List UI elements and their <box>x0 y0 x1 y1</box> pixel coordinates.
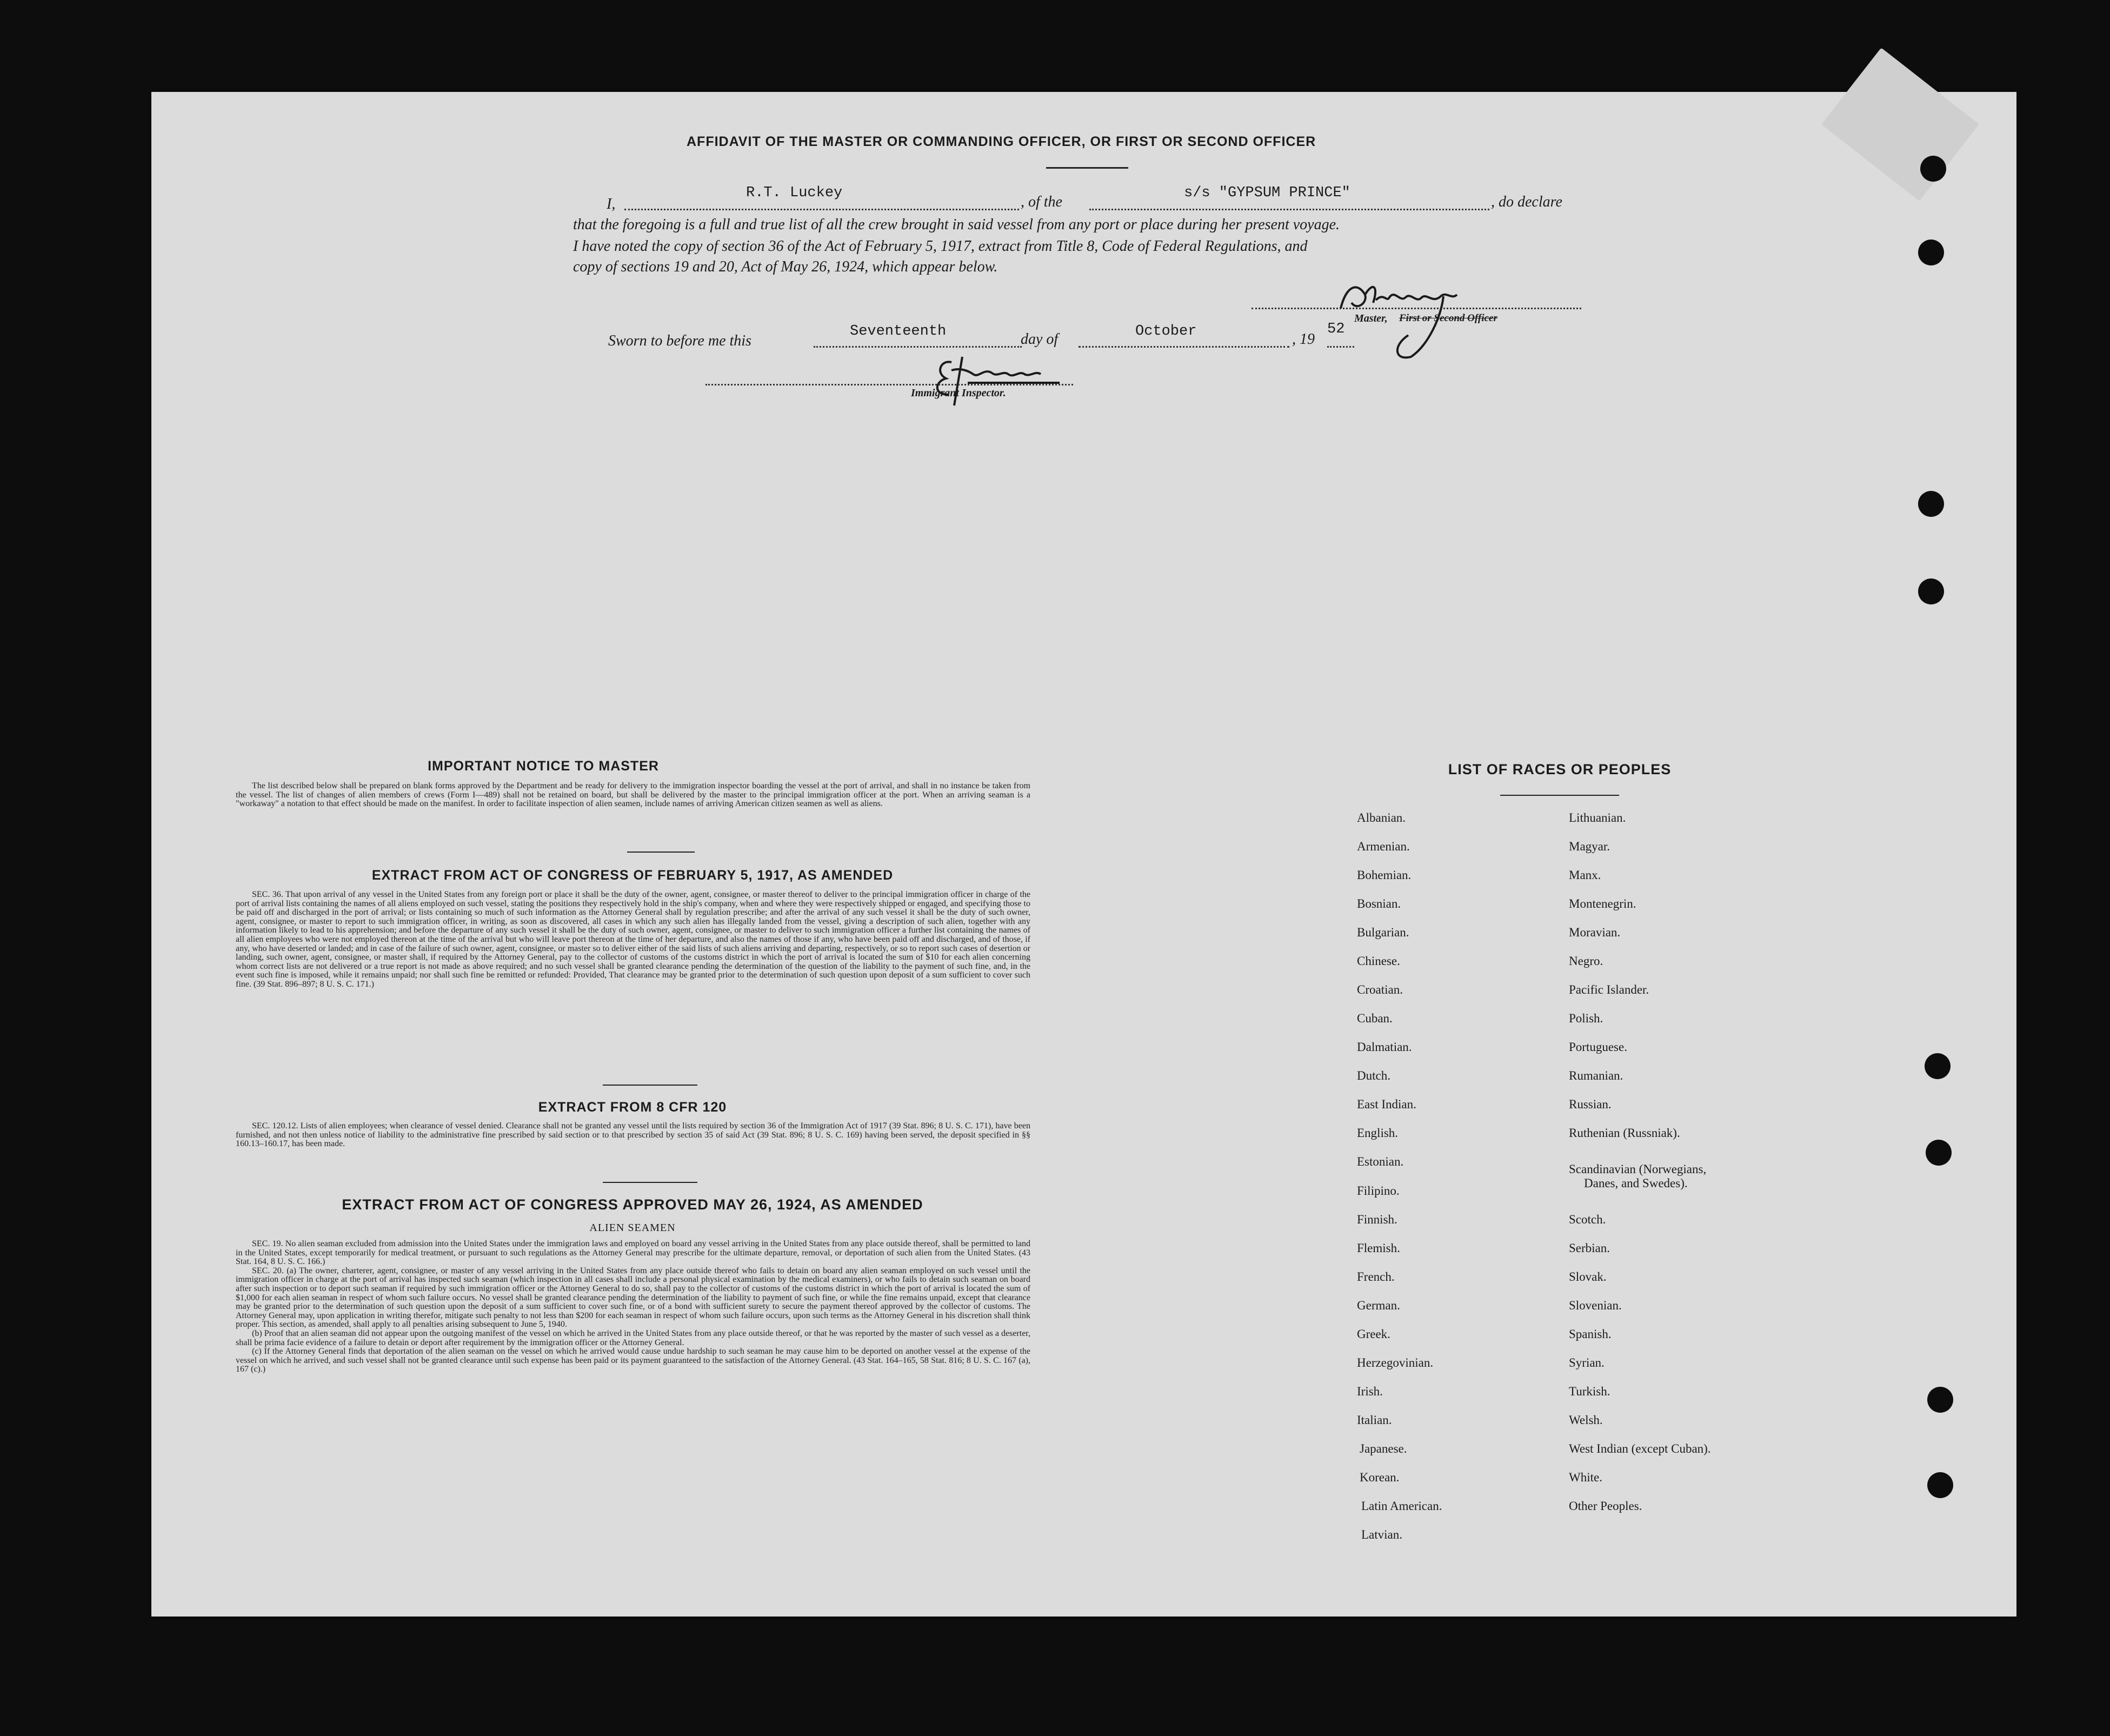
of-the-label: , of the <box>1021 194 1062 210</box>
race-item: Polish. <box>1569 1012 1603 1025</box>
sworn-label: Sworn to before me this <box>608 332 751 349</box>
master-name-field: R.T. Luckey <box>746 185 843 201</box>
race-item: Bosnian. <box>1357 897 1401 910</box>
race-item: West Indian (except Cuban). <box>1569 1442 1711 1455</box>
race-item: Slovenian. <box>1569 1299 1622 1312</box>
race-item: Serbian. <box>1569 1241 1610 1255</box>
race-item: Filipino. <box>1357 1184 1400 1198</box>
sworn-day-field: Seventeenth <box>850 323 947 340</box>
race-item: Croatian. <box>1357 983 1403 996</box>
extract-cfr-text <box>236 1122 1030 1149</box>
race-item: Manx. <box>1569 868 1601 882</box>
sworn-month-line <box>1079 346 1289 348</box>
race-item: Negro. <box>1569 954 1603 968</box>
declaration-line-3: I have noted the copy of section 36 of the Act of February 5, 1917, extract from Title 8, Code of Federal Regulations, and <box>573 238 1308 255</box>
inspector-signature-line <box>705 384 1073 385</box>
races-title: LIST OF RACES OR PEOPLES <box>1448 761 1672 777</box>
race-item: Danes, and Swedes). <box>1584 1176 1688 1190</box>
race-item: French. <box>1357 1270 1395 1283</box>
race-item: Estonian. <box>1357 1155 1404 1168</box>
race-item: Russian. <box>1569 1098 1612 1111</box>
race-item: Cuban. <box>1357 1012 1393 1025</box>
notice-title: IMPORTANT NOTICE TO MASTER <box>428 759 659 774</box>
race-item: Montenegrin. <box>1569 897 1636 910</box>
race-item: German. <box>1357 1299 1400 1312</box>
year-prefix-label: , 19 <box>1292 331 1315 348</box>
race-item: English. <box>1357 1126 1399 1140</box>
race-item: Slovak. <box>1569 1270 1607 1283</box>
race-item: Lithuanian. <box>1569 811 1626 824</box>
master-caption: Master, <box>1354 312 1388 324</box>
race-item: East Indian. <box>1357 1098 1416 1111</box>
race-item: Greek. <box>1357 1327 1390 1341</box>
extract-1924-text <box>236 1240 1030 1374</box>
punch-hole <box>1927 1387 1953 1413</box>
extract-1917-paragraph: SEC. 36. That upon arrival of any vessel in the United States from any foreign port or place it shall be the duty of the owner, agent, consignee, or master thereof to deliver to the principal immigration officer in charge of the port of arrival lists containing the names of all aliens employed on such vessel, stating the positions they respectively hold in the ship's company, when and where they were respectively shipped or engaged, and specifying those to be paid off and discharged in the port of arrival; or lists containing so much of such information as the Attorney General shall by regulation prescribe; and after the arrival of any such vessel it shall be the duty of such owner, agent, consignee, or master to report to such immigration officer, in writing, as soon as discovered, all cases in which any such alien has illegally landed from the vessel, giving a description of such alien, together with any information likely to lead to his apprehension; and before the departure of any such vessel it shall be the duty of such owner, agent, consignee, or master to deliver to such immigration officer a further list containing the names of all alien employees who were not employed thereon at the time of the arrival but who will leave port thereon at the time of her departure, and also the names of those if any, who have been paid off and discharged, and of those, if any, who have deserted or landed; and in case of the failure of such owner, agent, consignee, or master so to deliver either of the said lists of such aliens arriving and departing, respectively, or so to report such cases of desertion or landing, such owner, agent, consignee, or master shall, if required by the Attorney General, pay to the collector of customs of the customs district in which the port of arrival is located the sum of $10 for each alien concerning whom correct lists are not delivered or a true report is not made as above required; and no such vessel shall be granted clearance pending the determination of the question of the liability to the payment of such fine, and, in the event such fine is imposed, while it remains unpaid; nor shall such fine be remitted or refunded: Provided, That clearance may be granted prior to the determination of such question upon deposit of a sum sufficient to cover such fine. (39 Stat. 896–897; 8 U. S. C. 171.) <box>236 890 1030 989</box>
struck-officer-caption: First or Second Officer <box>1399 312 1497 324</box>
do-declare-label: , do declare <box>1491 194 1562 210</box>
document-sheet <box>151 92 2016 1617</box>
race-item: Turkish. <box>1569 1385 1610 1398</box>
races-divider <box>1500 795 1619 796</box>
extract-1924-title: EXTRACT FROM ACT OF CONGRESS APPROVED MAY 26, 1924, AS AMENDED <box>342 1196 923 1213</box>
race-item: Ruthenian (Russniak). <box>1569 1126 1680 1140</box>
race-item: Portuguese. <box>1569 1040 1627 1054</box>
year-suffix-field: 52 <box>1327 321 1345 337</box>
race-item: Pacific Islander. <box>1569 983 1649 996</box>
day-of-label: day of <box>1021 331 1059 348</box>
race-item: Welsh. <box>1569 1413 1603 1427</box>
punch-hole <box>1925 1053 1951 1079</box>
race-item: Spanish. <box>1569 1327 1612 1341</box>
year-line <box>1327 346 1354 348</box>
sec-20b-paragraph: (b) Proof that an alien seaman did not appear upon the outgoing manifest of the vessel on which he arrived in the United States from any place outside thereof, or that he was reported by the master of such vessel as a deserter, shall be prima facie evidence of a failure to detain or deport after requirement by the immigration officer or the Attorney General. <box>236 1328 1030 1347</box>
punch-hole <box>1926 1140 1952 1166</box>
notice-paragraph: The list described below shall be prepared on blank forms approved by the Department and be ready for delivery to the immigration inspector boarding the vessel at the port of arrival, and shall in no instance be taken from the vessel. The list of changes of alien members of crews (Form I—489) shall not be retained on board, but shall be delivered by the master to the principal immigration officer at the port. When an arriving seaman is a "workaway" a notation to that effect should be made on the manifest. In order to facilitate inspection of alien seamen, include names of arriving American citizen seamen as well as aliens. <box>236 781 1030 809</box>
race-item: Bohemian. <box>1357 868 1412 882</box>
race-item: Dalmatian. <box>1357 1040 1412 1054</box>
race-item: Scotch. <box>1569 1213 1606 1226</box>
race-item: Korean. <box>1360 1471 1400 1484</box>
vessel-name-field: s/s "GYPSUM PRINCE" <box>1184 185 1350 201</box>
race-item: Chinese. <box>1357 954 1400 968</box>
sworn-month-field: October <box>1135 323 1197 340</box>
notice-text <box>236 782 1030 809</box>
race-item: Rumanian. <box>1569 1069 1623 1082</box>
extract-cfr-divider <box>603 1182 697 1183</box>
punch-hole <box>1918 578 1944 604</box>
punch-hole <box>1927 1472 1953 1498</box>
race-item: Italian. <box>1357 1413 1392 1427</box>
vessel-name-line <box>1089 209 1489 210</box>
declaration-line-4: copy of sections 19 and 20, Act of May 26, 1924, which appear below. <box>573 258 998 275</box>
race-item: Finnish. <box>1357 1213 1397 1226</box>
title-divider <box>1046 167 1128 169</box>
sec-20a-paragraph: SEC. 20. (a) The owner, charterer, agent, consignee, or master of any vessel arriving in the United States from any place outside thereof who fails to detain on board any alien seaman employed on such vessel until the immigration officer in charge at the port of arrival has inspected such seaman (which inspection in all cases shall include a personal physical examination by the medical examiners), or who fails to detain such seaman on board after such inspection or to deport such seaman if required by such immigration officer or the Attorney General to do so, shall pay to the collector of customs of the customs district in which the port of arrival is located the sum of $1,000 for each alien seaman in respect of whom such failure occurs. No vessel shall be granted clearance pending the determination of the liability to payment of such fine, or while the fine remains unpaid, except that clearance may be granted prior to the determination of such question upon the deposit of a sum sufficient to cover such fine, or of a bond with sufficient surety to secure the payment thereof approved by the collector of customs. The Attorney General may, upon application in writing therefor, mitigate such penalty to not less than $200 for each seaman in respect of whom such failure occurs, upon such terms as the Attorney General in his discretion shall think proper. This section, as amended, shall apply to all penalties arising subsequent to June 5, 1940. <box>236 1266 1030 1329</box>
extract-1917-text <box>236 890 1030 989</box>
notice-divider <box>627 852 695 853</box>
extract-1924-subtitle: ALIEN SEAMEN <box>589 1222 676 1234</box>
extract-1917-title: EXTRACT FROM ACT OF CONGRESS OF FEBRUARY 5, 1917, AS AMENDED <box>371 868 894 883</box>
sec-20c-paragraph: (c) If the Attorney General finds that deportation of the alien seaman on the vessel on which he arrived would cause undue hardship to such seaman he may cause him to be deported on another vessel at the expense of the vessel on which he arrived, and such vessel shall not be granted clearance until such expense has been paid or its payment guaranteed to the satisfaction of the Attorney General. (43 Stat. 164–165, 58 Stat. 816; 8 U. S. C. 167 (a), 167 (c).) <box>236 1347 1030 1374</box>
race-item: Latin American. <box>1361 1499 1442 1513</box>
race-item: Bulgarian. <box>1357 926 1409 939</box>
race-item: Herzegovinian. <box>1357 1356 1434 1369</box>
master-name-line <box>624 209 1019 210</box>
punch-hole <box>1920 156 1946 182</box>
sec-19-paragraph: SEC. 19. No alien seaman excluded from admission into the United States under the immigration laws and employed on board any vessel arriving in the United States from any place outside thereof, shall be permitted to land in the United States, except temporarily for medical treatment, or pursuant to such regulations as the Attorney General may prescribe for the ultimate departure, removal, or deportation of such alien from the United States. (43 Stat. 164, 8 U. S. C. 166.) <box>236 1239 1030 1267</box>
punch-hole <box>1918 240 1944 265</box>
extract-1917-divider <box>603 1085 697 1086</box>
race-item: Latvian. <box>1361 1528 1402 1541</box>
punch-hole <box>1918 491 1944 517</box>
declaration-line-2: that the foregoing is a full and true list of all the crew brought in said vessel from any port or place during her present voyage. <box>573 216 1340 233</box>
race-item: Albanian. <box>1357 811 1406 824</box>
race-item: Moravian. <box>1569 926 1621 939</box>
affidavit-title: AFFIDAVIT OF THE MASTER OR COMMANDING OFFICER, OR FIRST OR SECOND OFFICER <box>687 134 1316 149</box>
race-item: Irish. <box>1357 1385 1383 1398</box>
race-item: Japanese. <box>1360 1442 1407 1455</box>
inspector-caption: Immigrant Inspector. <box>911 387 1006 399</box>
extract-cfr-paragraph: SEC. 120.12. Lists of alien employees; when clearance of vessel denied. Clearance shall not be granted any vessel until the lists required by section 36 of the Immigration Act of 1917 (39 Stat. 896; 8 U. S. C. 171), have been furnished, and not then unless notice of liability to the administrative fine prescribed by said section or to that prescribed by section 35 of said Act (39 Stat. 896; 8 U. S. C. 169) having been served, the deposit specified in §§ 160.13–160.17, has been made. <box>236 1121 1030 1149</box>
race-item: Scandinavian (Norwegians, <box>1569 1162 1707 1176</box>
race-item: Magyar. <box>1569 840 1610 853</box>
race-item: Syrian. <box>1569 1356 1605 1369</box>
race-item: Dutch. <box>1357 1069 1390 1082</box>
inspector-signature <box>919 341 1081 411</box>
race-item: Flemish. <box>1357 1241 1400 1255</box>
race-item: White. <box>1569 1471 1602 1484</box>
i-label: I, <box>607 196 616 212</box>
race-item: Armenian. <box>1357 840 1410 853</box>
race-item: Other Peoples. <box>1569 1499 1642 1513</box>
extract-cfr-title: EXTRACT FROM 8 CFR 120 <box>538 1100 727 1115</box>
